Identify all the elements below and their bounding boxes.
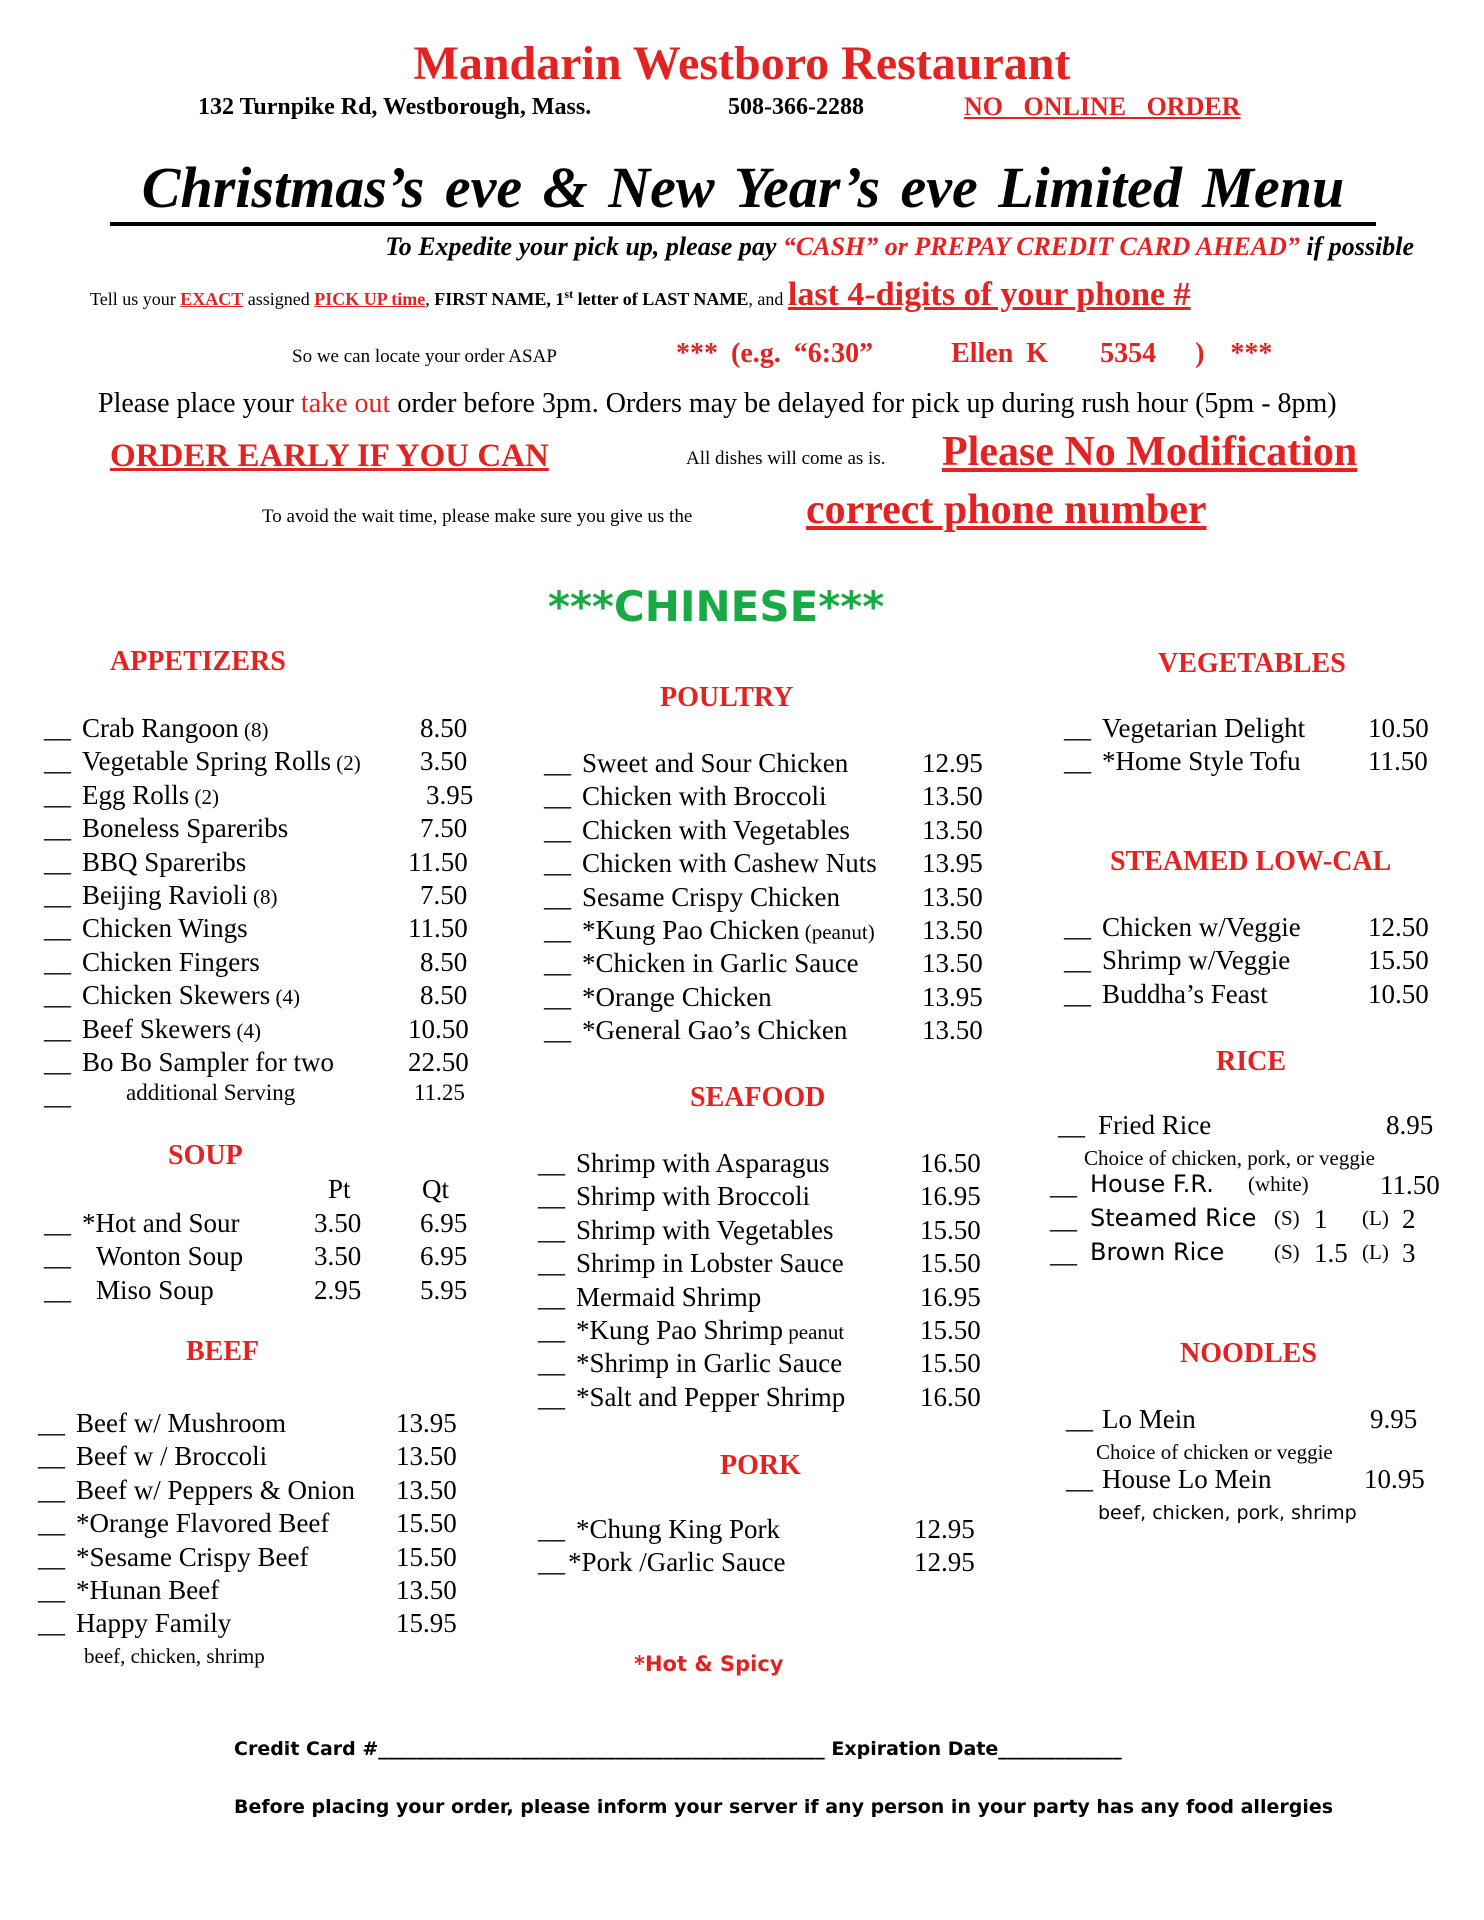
item-name: Wonton Soup [96,1241,244,1272]
order-blank: __ [44,913,71,944]
order-blank: __ [1064,978,1091,1009]
order-blank: __ [544,948,571,979]
place-order-note: Please place your take out order before 3pm. Orders may be delayed for pick up during rush hour (5pm - 8pm) [98,388,1337,419]
no-modification: Please No Modification [942,429,1358,475]
heading-vegetables: VEGETABLES [1158,648,1346,679]
item-price: 12.95 [914,1547,975,1578]
item-name: Egg Rolls (2) [82,779,220,810]
item-name: Chicken with Broccoli [582,781,827,812]
order-blank: __ [538,1281,565,1312]
item-pt: 3.50 [314,1208,362,1238]
item-detail: (2) [189,784,220,809]
pickup-instructions: Tell us your EXACT assigned PICK UP time, FIRST NAME, 1st letter of LAST NAME, and last 4-digits of your phone # [90,276,1191,313]
order-early: ORDER EARLY IF YOU CAN [110,438,549,474]
item-price: 13.50 [922,781,983,812]
soup-qt-label: Qt [422,1174,449,1204]
order-blank: __ [544,748,571,778]
item-price: 13.50 [922,915,983,945]
item-name: Mermaid Shrimp [576,1281,762,1312]
item-name: Shrimp with Asparagus [576,1148,830,1178]
soup-pt-label: Pt [328,1174,351,1204]
expedite-notice: To Expedite your pick up, please pay “CASH” or PREPAY CREDIT CARD AHEAD” if possible [385,232,1414,261]
heading-poultry: POULTRY [660,682,794,713]
item-qt: 5.95 [420,1274,468,1305]
example-text: *** (e.g. “6:30” Ellen K 5354 ) *** [676,338,1273,369]
item-price: 13.50 [396,1575,457,1605]
order-blank: __ [44,1208,71,1238]
order-blank: __ [544,881,571,912]
order-blank: __ [38,1508,65,1539]
item-name: Boneless Spareribs [82,813,289,844]
item-name: Vegetable Spring Rolls (2) [82,746,361,777]
item-name: Chicken Skewers (4) [82,980,300,1011]
order-blank: __ [44,746,71,777]
item-name: Miso Soup [96,1274,214,1305]
order-blank: __ [544,981,571,1012]
item-name: *Orange Flavored Beef [76,1508,330,1539]
item-name: *Chung King Pork [576,1514,781,1544]
item-name: Shrimp w/Veggie [1102,945,1291,976]
order-blank: __ [38,1474,65,1505]
item-name: *Hot and Sour [82,1208,240,1238]
heading-seafood: SEAFOOD [690,1082,826,1113]
item-price: 13.50 [922,814,983,845]
item-name: *Kung Pao Chicken (peanut) [582,915,875,945]
item-name: Happy Family [76,1608,232,1639]
item-name: Bo Bo Sampler for two [82,1047,334,1077]
item-price: 7.50 [420,880,468,910]
item-name: Beef w/ Mushroom [76,1408,286,1438]
cuisine-heading: ***CHINESE*** [548,582,885,631]
item-price: 15.50 [920,1248,981,1279]
item-price: 13.50 [922,881,983,912]
item-pt: 2.95 [314,1274,362,1305]
item-price: 7.50 [420,813,468,844]
order-blank: __ [44,846,71,877]
phone-number: 508-366-2288 [728,94,864,120]
heading-soup: SOUP [168,1140,243,1171]
item-price: 12.95 [922,748,983,778]
heading-beef: BEEF [186,1336,260,1367]
item-name: Vegetarian Delight [1102,713,1306,743]
order-blank: __ [544,781,571,812]
item-price: 3.95 [426,779,474,810]
item-name: Buddha’s Feast [1102,978,1268,1009]
item-name: *Orange Chicken [582,981,772,1012]
item-price: 11.50 [408,846,468,877]
order-blank: __ [38,1575,65,1605]
item-price: 11.25 [414,1080,465,1106]
heading-pork: PORK [720,1450,801,1481]
order-blank: __ [44,713,71,743]
item-qt: 6.95 [420,1241,468,1272]
order-blank: __ [538,1348,565,1379]
item-name: Crab Rangoon (8) [82,713,269,743]
item-detail: (4) [270,985,300,1010]
order-blank: __ [44,813,71,844]
order-blank: __ [538,1181,565,1212]
order-blank: __ [44,1013,71,1044]
item-name: *Sesame Crispy Beef [76,1541,309,1572]
item-name: *Home Style Tofu [1102,746,1301,777]
order-blank: __ [1064,912,1091,942]
item-name: Chicken Fingers [82,946,260,977]
order-blank: __ [44,779,71,810]
rice-note: Choice of chicken, pork, or veggie [1084,1146,1375,1170]
item-name: Chicken Wings [82,913,248,944]
item-name: Chicken with Cashew Nuts [582,848,877,879]
order-blank: __ [38,1441,65,1472]
order-blank: __ [544,915,571,945]
order-blank: __ [1064,945,1091,976]
item-name: Beef w/ Peppers & Onion [76,1474,355,1505]
heading-rice: RICE [1216,1046,1287,1077]
item-name: Sweet and Sour Chicken [582,748,849,778]
item-price: 15.50 [920,1315,981,1345]
order-blank: __ [44,1080,71,1111]
item-price: 10.50 [408,1013,469,1044]
address: 132 Turnpike Rd, Westborough, Mass. [198,94,592,120]
correct-phone: correct phone number [806,487,1207,533]
order-blank: __ [538,1248,565,1279]
item-price: 16.95 [920,1181,981,1212]
item-name: *General Gao’s Chicken [582,1015,848,1046]
item-name: Beef Skewers (4) [82,1013,261,1044]
item-price: 13.95 [922,981,983,1012]
heading-noodles: NOODLES [1180,1338,1317,1369]
order-blank: __ [44,1274,71,1305]
item-price: 12.95 [914,1514,975,1544]
item-price: 15.50 [920,1214,981,1245]
item-name: Sesame Crispy Chicken [582,881,840,912]
item-price: 15.50 [920,1348,981,1379]
order-blank: __ [1064,713,1091,743]
order-blank: __ [544,1015,571,1046]
item-price: 13.50 [922,948,983,979]
item-detail: (8) [238,718,269,742]
item-price: 15.50 [396,1541,457,1572]
credit-card-line: Credit Card #_______________________________________________ Expiration Date_____________ [234,1738,1122,1760]
as-is-note: All dishes will come as is. [686,448,886,469]
item-price: 13.50 [396,1441,457,1472]
beef-note: beef, chicken, shrimp [84,1644,265,1668]
order-blank: __ [44,946,71,977]
order-blank: __ [538,1381,565,1412]
item-price: 13.95 [922,848,983,879]
item-detail: peanut [783,1320,845,1344]
order-blank: __ [538,1514,565,1544]
heading-steamed: STEAMED LOW-CAL [1110,846,1392,877]
item-price: 16.95 [920,1281,981,1312]
item-price: 13.50 [922,1015,983,1046]
order-blank: __ [538,1214,565,1245]
noodle-note: beef, chicken, pork, shrimp [1098,1502,1357,1524]
locate-note: So we can locate your order ASAP [292,346,557,367]
item-price: 8.50 [420,946,468,977]
item-name: *Hunan Beef [76,1575,220,1605]
item-name: BBQ Spareribs [82,846,247,877]
item-price: 15.50 [396,1508,457,1539]
item-name: Beijing Ravioli (8) [82,880,278,910]
allergy-notice: Before placing your order, please inform your server if any person in your party has any food allergies [234,1796,1334,1818]
order-blank: __ [1064,746,1091,777]
restaurant-title: Mandarin Westboro Restaurant [413,37,1071,90]
item-price: 11.50 [408,913,468,944]
item-price: 16.50 [920,1148,981,1178]
item-price: 11.50 [1368,746,1428,777]
item-price: 12.50 [1368,912,1429,942]
order-blank: __ [544,848,571,879]
item-price: 8.50 [420,980,468,1011]
no-online-order: NO ONLINE ORDER [964,92,1241,121]
item-qt: 6.95 [420,1208,468,1238]
item-price: 8.50 [420,713,468,743]
hot-spicy-note: *Hot & Spicy [634,1652,784,1676]
item-name: Beef w / Broccoli [76,1441,268,1472]
item-name: Chicken with Vegetables [582,814,850,845]
item-pt: 3.50 [314,1241,362,1272]
avoid-wait-note: To avoid the wait time, please make sure you give us the [262,506,693,527]
item-name: Shrimp with Vegetables [576,1214,834,1245]
noodle-note: Choice of chicken or veggie [1096,1440,1333,1464]
order-blank: __ [44,880,71,910]
item-price: 10.50 [1368,978,1429,1009]
item-price: 10.50 [1368,713,1429,743]
item-name: additional Serving [126,1080,296,1106]
item-detail: (8) [247,885,278,909]
item-name: Chicken w/Veggie [1102,912,1301,942]
item-price: 3.50 [420,746,468,777]
item-price: 15.50 [1368,945,1429,976]
heading-appetizers: APPETIZERS [110,646,286,677]
item-price: 22.50 [408,1047,469,1077]
item-price: 16.50 [920,1381,981,1412]
order-blank: __ [44,1241,71,1272]
item-price: 13.50 [396,1474,457,1505]
order-blank: __ [38,1408,65,1438]
order-blank: __ [44,1047,71,1077]
order-blank: __ [538,1315,565,1345]
item-name: *Shrimp in Garlic Sauce [576,1348,843,1379]
item-detail: (4) [231,1018,261,1043]
order-blank: __ [538,1547,565,1578]
limited-menu-title: Christmas’s eve & New Year’s eve Limited Menu [110,156,1376,226]
order-blank: __ [44,980,71,1011]
item-name: *Pork /Garlic Sauce [568,1547,786,1578]
item-name: *Salt and Pepper Shrimp [576,1381,846,1412]
item-price: 13.95 [396,1408,457,1438]
item-name: *Chicken in Garlic Sauce [582,948,859,979]
item-price: 15.95 [396,1608,457,1639]
order-blank: __ [38,1541,65,1572]
item-detail: (2) [330,751,361,776]
order-blank: __ [538,1148,565,1178]
item-detail: (peanut) [799,920,875,944]
item-name: *Kung Pao Shrimp peanut [576,1315,845,1345]
item-name: Shrimp with Broccoli [576,1181,810,1212]
item-name: Shrimp in Lobster Sauce [576,1248,844,1279]
order-blank: __ [38,1608,65,1639]
order-blank: __ [544,814,571,845]
